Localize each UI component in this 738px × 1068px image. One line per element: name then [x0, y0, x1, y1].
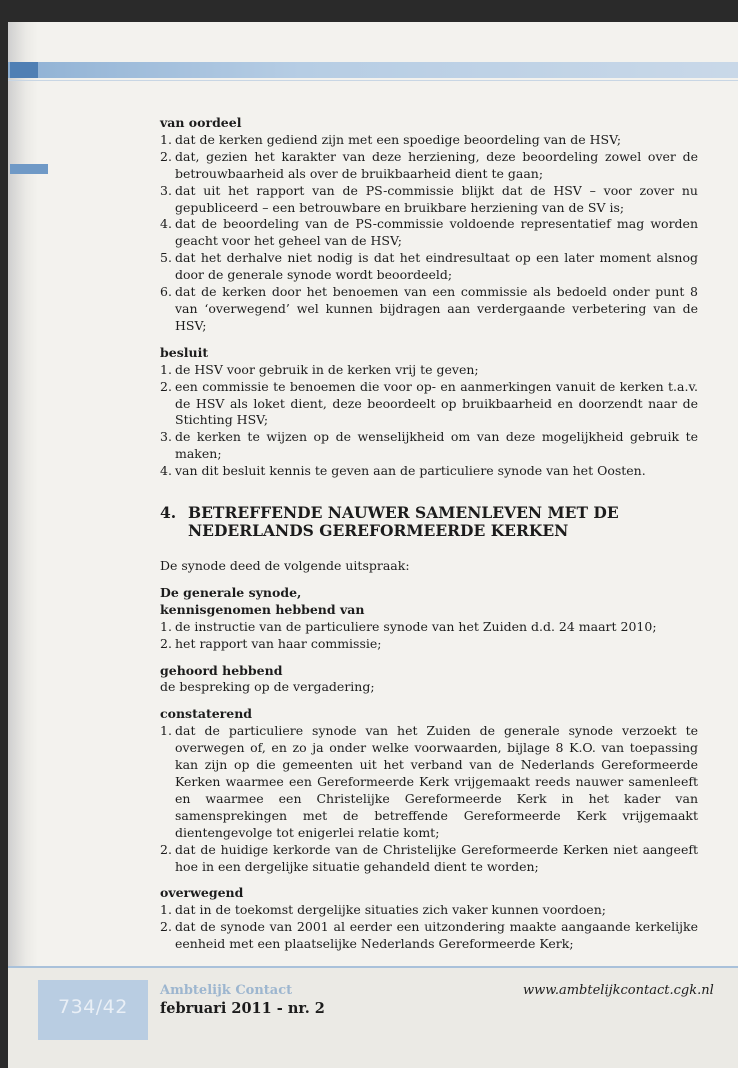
van-oordeel-heading: van oordeel: [160, 115, 242, 130]
besluit-list: [160, 362, 698, 480]
item-number: 1.: [160, 902, 172, 918]
section-intro: De synode deed de volgende uitspraak:: [160, 558, 410, 574]
main-content: [160, 115, 698, 953]
list-item: [160, 902, 698, 919]
gehoord-hebbend-heading: gehoord hebbend: [160, 662, 283, 678]
list-item: [160, 379, 698, 430]
item-number: 6.: [160, 284, 172, 300]
item-number: 2.: [160, 378, 172, 394]
overwegend-heading: overwegend: [160, 885, 244, 901]
besluit-heading: besluit: [160, 344, 209, 360]
list-item: [160, 619, 698, 636]
item-text: dat de kerken door het benoemen van een commissie als bedoeld onder punt 8 van ‘overwegend’ wel kunnen bijdragen aan verdergaande verbetering van de HSV;: [175, 284, 698, 333]
item-number: 2.: [160, 919, 172, 935]
item-text: dat de kerken gediend zijn met een spoedige beoordeling van de HSV;: [175, 131, 622, 147]
gehoord-hebbend-text: de bespreking op de vergadering;: [160, 679, 375, 695]
item-text: dat het derhalve niet nodig is dat het eindresultaat op een later moment alsnog door de generale synode wordt beoordeeld;: [175, 250, 698, 283]
list-item: [160, 149, 698, 183]
item-number: 1.: [160, 618, 172, 634]
item-number: 1.: [160, 361, 172, 377]
item-number: 2.: [160, 841, 172, 857]
item-text: dat, gezien het karakter van deze herziening, deze beoordeling zowel over de betrouwbaarheid als over de bruikbaarheid dient te gaan;: [175, 148, 698, 181]
list-item: [160, 183, 698, 217]
constaterend-heading: constaterend: [160, 706, 253, 722]
footer-rule: [8, 966, 738, 968]
kennisgenomen-list: [160, 619, 698, 653]
list-item: [160, 919, 698, 953]
list-item: [160, 362, 698, 379]
item-number: 5.: [160, 250, 172, 266]
item-text: de kerken te wijzen op de wenselijkheid om van deze mogelijkheid gebruik te maken;: [175, 429, 698, 462]
header-color-band: [8, 62, 738, 78]
section-title: [160, 504, 698, 540]
item-number: 1.: [160, 131, 172, 147]
website-url: www.ambtelijkcontact.cgk.nl: [523, 983, 714, 998]
list-item: [160, 463, 698, 480]
item-number: 4.: [160, 463, 172, 479]
item-text: dat in de toekomst dergelijke situaties zich vaker kunnen voordoen;: [175, 902, 606, 918]
item-number: 2.: [160, 635, 172, 651]
section-title-line: BETREFFENDE NAUWER SAMENLEVEN MET DE: [188, 503, 619, 523]
item-text: het rapport van haar commissie;: [175, 635, 382, 651]
item-text: dat de huidige kerkorde van de Christelijke Gereformeerde Kerken niet aangeeft hoe in een dergelijke situatie gehandeld dient te worden;: [175, 841, 698, 874]
item-number: 4.: [160, 216, 172, 232]
list-item: [160, 429, 698, 463]
item-number: 1.: [160, 723, 172, 739]
side-marker: [10, 164, 48, 174]
generale-synode-heading: De generale synode,: [160, 584, 302, 600]
list-item: [160, 284, 698, 335]
item-text: dat de beoordeling van de PS-commissie voldoende representatief mag worden geacht voor het geheel van de HSV;: [175, 216, 698, 249]
van-oordeel-list: [160, 132, 698, 335]
issue-label: februari 2011 - nr. 2: [160, 1000, 325, 1017]
journal-name: Ambtelijk Contact: [160, 983, 293, 998]
item-text: een commissie te benoemen die voor op- en aanmerkingen vanuit de kerken t.a.v. de HSV als loket dient, deze beoordeelt op bruikbaarheid en doorzendt naar de Stichting HSV;: [175, 378, 698, 428]
section-number: 4.: [160, 503, 177, 523]
item-text: van dit besluit kennis te geven aan de particuliere synode van het Oosten.: [175, 463, 646, 479]
item-text: dat de particuliere synode van het Zuiden de generale synode verzoekt te overwegen of, en zo ja onder welke voorwaarden, bijlage 8 K.O. van toepassing kan zijn op die gemeenten uit het verband van de Nederlands Gereformeerde Kerken waarmee een Gereformeerde Kerk vrijgemaakt reeds nauwer samenleeft en waarmee een Christelijke Gereformeerde Kerk in het kader van samensprekingen met de betreffende Gereformeerde Kerk vrijgemaakt dientengevolge tot enigerlei relatie komt;: [175, 723, 698, 840]
overwegend-list: [160, 902, 698, 953]
item-text: dat de synode van 2001 al eerder een uitzondering maakte aangaande kerkelijke eenheid met een plaatselijke Nederlands Gereformeerde Kerk;: [175, 919, 698, 952]
list-item: [160, 250, 698, 284]
list-item: [160, 132, 698, 149]
item-number: 3.: [160, 429, 172, 445]
kennisgenomen-heading: kennisgenomen hebbend van: [160, 601, 365, 617]
page-number: 734/42: [58, 996, 128, 1018]
header-side-marker: [10, 62, 38, 78]
header-rule: [8, 80, 738, 81]
list-item: [160, 636, 698, 653]
item-text: dat uit het rapport van de PS-commissie blijkt dat de HSV – voor zover nu gepubliceerd – een betrouwbare en bruikbare herziening van de SV is;: [175, 182, 698, 215]
page-edge-shadow: [8, 22, 38, 1068]
list-item: [160, 216, 698, 250]
section-title-line: NEDERLANDS GEREFORMEERDE KERKEN: [188, 521, 569, 541]
item-number: 3.: [160, 182, 172, 198]
item-text: de HSV voor gebruik in de kerken vrij te geven;: [175, 361, 479, 377]
list-item: [160, 723, 698, 841]
item-number: 2.: [160, 148, 172, 164]
constaterend-list: [160, 723, 698, 875]
list-item: [160, 842, 698, 876]
item-text: de instructie van de particuliere synode van het Zuiden d.d. 24 maart 2010;: [175, 618, 657, 634]
